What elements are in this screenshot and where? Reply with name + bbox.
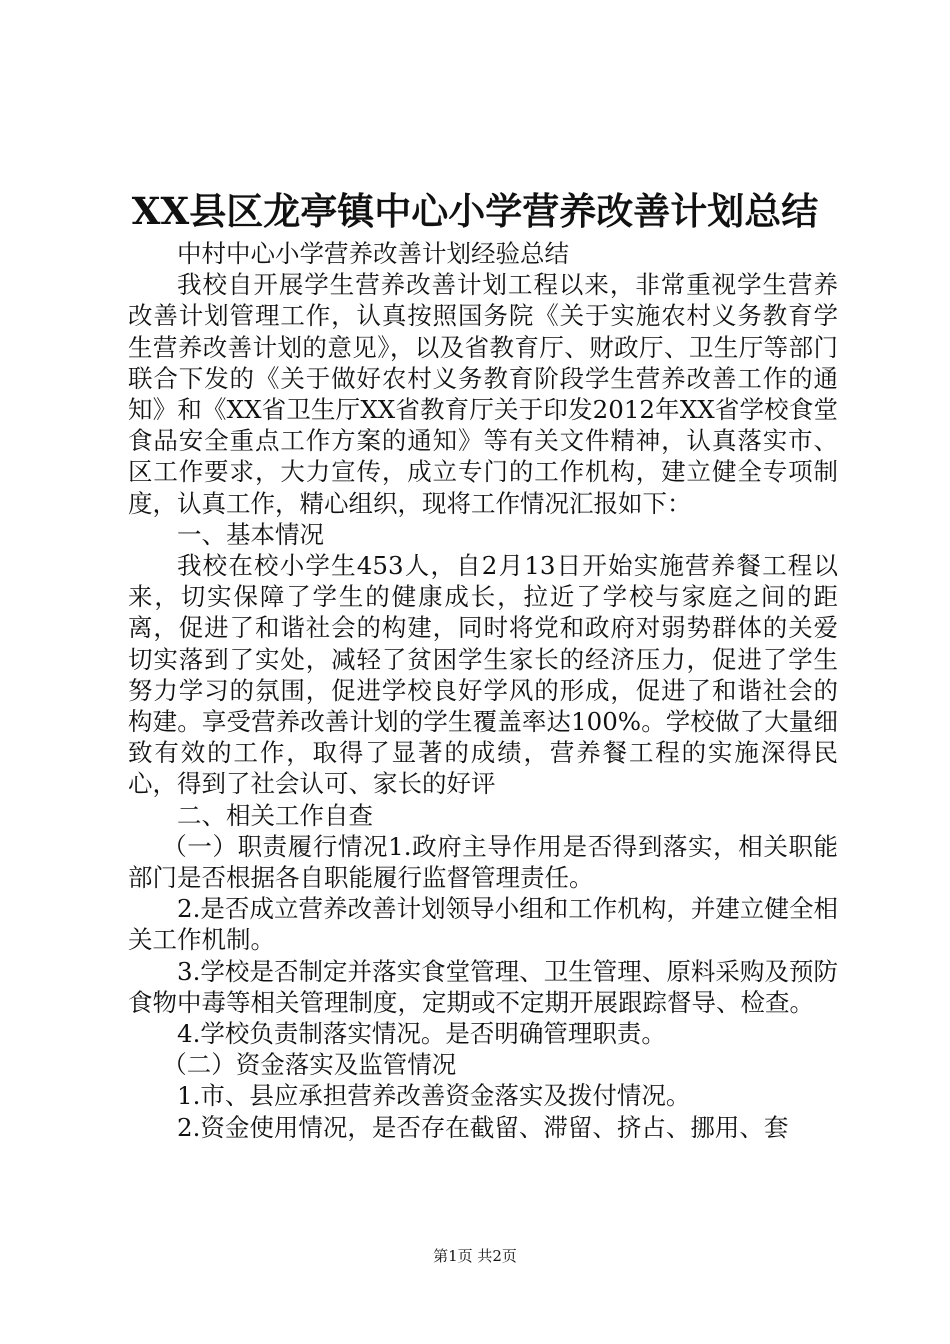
duty-paragraph: （一）职责履行情况1.政府主导作用是否得到落实，相关职能部门是否根据各自职能履行监督管理责任。 [128, 831, 838, 893]
item-2-paragraph: 2.是否成立营养改善计划领导小组和工作机构，并建立健全相关工作机制。 [128, 894, 838, 955]
section-heading-self-check: 二、相关工作自查 [177, 800, 373, 830]
document-body [128, 238, 838, 1143]
document-title: XX县区龙亭镇中心小学营养改善计划总结 [131, 189, 819, 233]
subtitle-paragraph: 中村中心小学营养改善计划经验总结 [177, 239, 569, 268]
funding-item-1: 1.市、县应承担营养改善资金落实及拨付情况。 [177, 1081, 691, 1111]
page-footer: 第1页 共2页 [433, 1247, 517, 1265]
item-4-paragraph: 4.学校负责制落实情况。是否明确管理职责。 [177, 1019, 666, 1049]
intro-paragraph: 我校自开展学生营养改善计划工程以来，非常重视学生营养改善计划管理工作，认真按照国务院《关于实施农村义务教育学生营养改善计划的意见》，以及省教育厅、财政厅、卫生厅等部门联合下发的《关于做好农村义务教育阶段学生营养改善工作的通知》和《XX省卫生厅XX省教育厅关于印发2012年XX省学校食堂食品安全重点工作方案的通知》等有关文件精神，认真落实市、区工作要求，大力宣传，成立专门的工作机构，建立健全专项制度，认真工作，精心组织，现将工作情况汇报如下： [128, 270, 838, 518]
funding-heading: （二）资金落实及监管情况 [162, 1050, 457, 1080]
basic-info-paragraph: 我校在校小学生453人，自2月13日开始实施营养餐工程以来，切实保障了学生的健康成长，拉近了学校与家庭之间的距离，促进了和谐社会的构建，同时将党和政府对弱势群体的关爱切实落到了实处，减轻了贫困学生家长的经济压力，促进了学生努力学习的氛围，促进学校良好学风的形成，促进了和谐社会的构建。享受营养改善计划的学生覆盖率达100%。学校做了大量细致有效的工作，取得了显著的成绩，营养餐工程的实施深得民心，得到了社会认可、家长的好评 [128, 551, 838, 799]
section-heading-basic: 一、基本情况 [177, 519, 324, 549]
item-3-paragraph: 3.学校是否制定并落实食堂管理、卫生管理、原料采购及预防食物中毒等相关管理制度，定期或不定期开展跟踪督导、检查。 [128, 956, 838, 1017]
funding-item-2: 2.资金使用情况，是否存在截留、滞留、挤占、挪用、套 [177, 1112, 789, 1142]
